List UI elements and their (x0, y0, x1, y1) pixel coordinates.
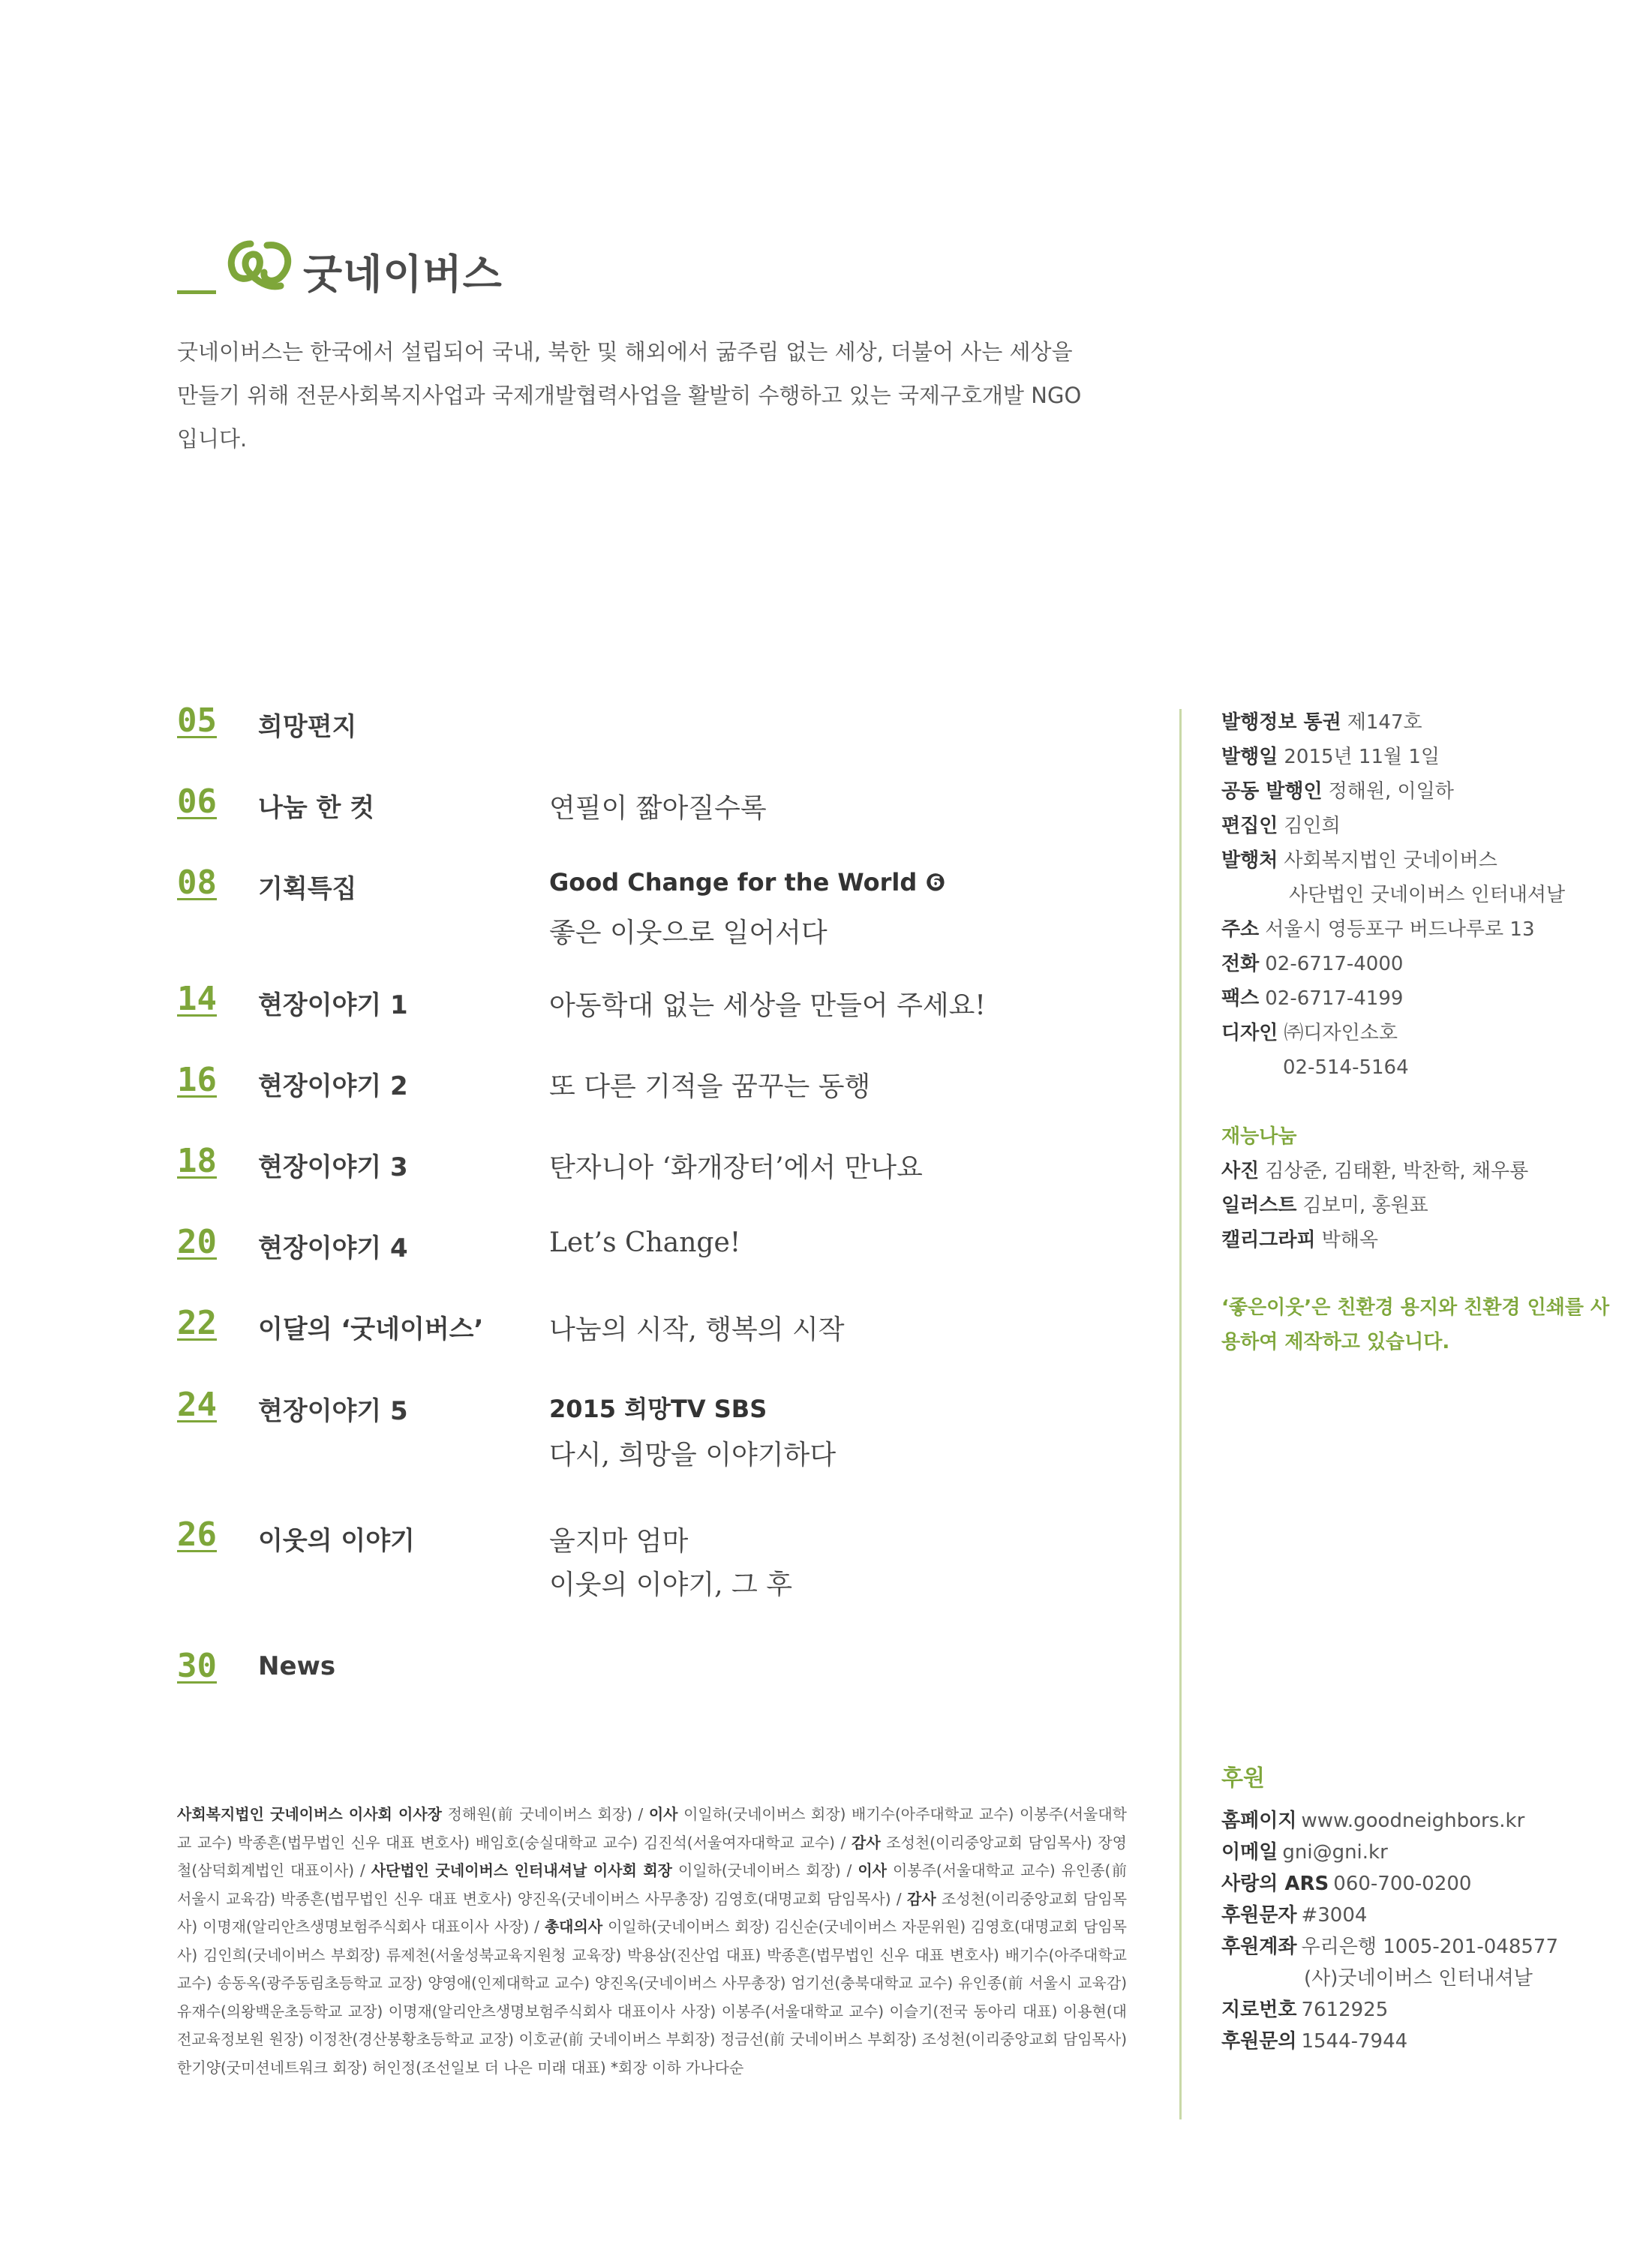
toc-category: News (258, 1651, 336, 1681)
toc-page-number: 06 (177, 783, 217, 821)
toc-category: 희망편지 (258, 712, 357, 742)
support-value: 1544-7944 (1301, 2030, 1408, 2053)
support-row (1221, 1931, 1611, 1963)
info-row (1221, 947, 1611, 981)
board-text: 조성천(이리중앙교회 담임목사) 이명재(알리안츠생명보험주식회사 대표이사 사장) / (177, 1889, 1128, 1936)
toc-category: 이웃의 이야기 (258, 1526, 415, 1556)
publication-info (1221, 705, 1611, 1257)
info-row (1221, 1223, 1611, 1257)
board-text: 이일하(굿네이버스 회장) / (677, 1861, 852, 1879)
info-row (1221, 1188, 1611, 1223)
support-value: (사)굿네이버스 인터내셔날 (1304, 1967, 1533, 1990)
support-value: 7612925 (1301, 1999, 1389, 2021)
toc-page-number: 24 (177, 1386, 217, 1424)
info-row (1221, 774, 1611, 809)
board-heading: 감사 (907, 1889, 936, 1908)
toc-page-number: 18 (177, 1142, 217, 1180)
board-heading: 이사 (648, 1805, 678, 1823)
info-label: 발행정보 통권 (1221, 711, 1341, 734)
info-row (1221, 705, 1611, 740)
info-label: 발행일 (1221, 746, 1278, 768)
support-label: 이메일 (1221, 1841, 1278, 1864)
toc-category: 현장이야기 4 (258, 1233, 408, 1263)
board-members-text (177, 1801, 1127, 2082)
info-value: 제147호 (1347, 711, 1422, 734)
info-value: 김인희 (1284, 815, 1341, 837)
support-heading: 후원 (1221, 1765, 1265, 1792)
info-label: 공동 발행인 (1221, 780, 1323, 803)
support-label: 후원문자 (1221, 1904, 1297, 1927)
support-info (1221, 1763, 1611, 2057)
board-text: 이봉주(서울대학교 교수) 유인종(前 서울시 교육감) 박종흔(법무법인 신우 대표 변호사) 양진옥(굿네이버스 사무총장) 김영호(대명교회 담임목사) / (177, 1861, 1128, 1908)
eco-notice: ‘좋은이웃’은 친환경 용지와 친환경 인쇄를 사용하여 제작하고 있습니다. (1221, 1296, 1610, 1353)
info-value: 사단법인 굿네이버스 인터내셔날 (1289, 884, 1566, 906)
info-value: 02-6717-4199 (1265, 987, 1404, 1010)
toc-page-number: 22 (177, 1304, 217, 1342)
info-label: 디자인 (1221, 1022, 1278, 1044)
info-label: 주소 (1221, 918, 1260, 941)
support-row (1221, 2026, 1611, 2057)
toc-category: 기획특집 (258, 874, 357, 904)
toc-page-number: 08 (177, 864, 217, 902)
column-divider (1179, 709, 1182, 2119)
brand-header (177, 229, 852, 311)
info-row (1221, 912, 1611, 947)
info-value: 정해원, 이일하 (1328, 780, 1454, 803)
toc-title: 또 다른 기적을 꿈꾸는 동행 (549, 1071, 871, 1102)
toc-category: 현장이야기 3 (258, 1152, 408, 1182)
support-label: 후원계좌 (1221, 1936, 1297, 1958)
toc-category: 현장이야기 2 (258, 1071, 408, 1101)
board-text: 조성천(이리중앙교회 담임목사) 장영철(삼덕회계법인 대표이사) / (177, 1833, 1128, 1879)
board-heading: 사회복지법인 굿네이버스 이사회 이사장 (177, 1805, 442, 1823)
info-label: 편집인 (1221, 815, 1278, 837)
toc-page-number: 30 (177, 1647, 217, 1685)
support-value: 060-700-0200 (1333, 1873, 1472, 1895)
info-value: 박해옥 (1321, 1229, 1378, 1251)
board-heading: 사단법인 굿네이버스 인터내셔날 이사회 회장 (371, 1861, 673, 1879)
support-label: 홈페이지 (1221, 1810, 1297, 1832)
support-value: #3004 (1301, 1904, 1368, 1927)
info-label: 발행처 (1221, 849, 1278, 872)
board-heading: 총대의사 (544, 1918, 603, 1936)
board-text: 이일하(굿네이버스 회장) 배기수(아주대학교 교수) 이봉주(서울대학교 교수) 박종흔(법무법인 신우 대표 변호사) 배임호(숭실대학교 교수) 김진석(서울여자대학교 교수) / (177, 1805, 1128, 1852)
toc-title: 나눔의 시작, 행복의 시작 (549, 1314, 845, 1345)
support-row (1221, 1868, 1611, 1900)
toc-subtitle: Good Change for the World ❻ (549, 868, 946, 897)
support-label: 지로번호 (1221, 1999, 1297, 2021)
toc-title: Let’s Change! (549, 1227, 741, 1258)
info-value: ㈜디자인소호 (1284, 1022, 1398, 1044)
support-value: 우리은행 1005-201-048577 (1301, 1936, 1559, 1958)
toc-title: 좋은 이웃으로 일어서다 (549, 918, 828, 948)
info-row (1221, 1154, 1611, 1188)
toc-page-number: 14 (177, 980, 217, 1018)
toc-page-number: 16 (177, 1061, 217, 1099)
info-label: 캘리그라피 (1221, 1229, 1316, 1251)
info-value: 김보미, 홍원표 (1302, 1194, 1428, 1217)
info-row (1221, 1016, 1611, 1050)
toc-subtitle: 2015 희망TV SBS (549, 1395, 767, 1423)
support-label: 사랑의 ARS (1221, 1873, 1329, 1895)
support-row[interactable] (1221, 1805, 1611, 1837)
board-heading: 이사 (858, 1861, 887, 1879)
toc-title: 울지마 엄마 (549, 1526, 689, 1557)
info-row (1221, 843, 1611, 878)
toc-title: 탄자니아 ‘화개장터’에서 만나요 (549, 1152, 923, 1183)
info-row (1221, 981, 1611, 1016)
support-row (1221, 1994, 1611, 2026)
info-value: 02-6717-4000 (1265, 953, 1404, 975)
info-row (1221, 1050, 1611, 1085)
toc-page-number: 26 (177, 1516, 217, 1554)
toc-title: 아동학대 없는 세상을 만들어 주세요! (549, 990, 986, 1021)
support-row[interactable] (1221, 1837, 1611, 1868)
info-label: 사진 (1221, 1160, 1260, 1182)
info-row (1221, 740, 1611, 774)
toc-category: 나눔 한 컷 (258, 793, 375, 823)
intro-paragraph: 굿네이버스는 한국에서 설립되어 국내, 북한 및 해외에서 굶주림 없는 세상, 더불어 사는 세상을 만들기 위해 전문사회복지사업과 국제개발협력사업을 활발히 수행하고 있는 국제구호개발 NGO입니다. (177, 339, 1082, 452)
info-row (1221, 878, 1611, 912)
info-value: 2015년 11월 1일 (1284, 746, 1440, 768)
board-text: 정해원(前 굿네이버스 회장) / (447, 1805, 644, 1823)
toc-title: 다시, 희망을 이야기하다 (549, 1440, 837, 1470)
toc-category: 현장이야기 1 (258, 990, 408, 1020)
info-row (1221, 809, 1611, 843)
toc-title: 연필이 짧아질수록 (549, 793, 767, 824)
board-heading: 감사 (852, 1833, 881, 1852)
info-value: 서울시 영등포구 버드나루로 13 (1265, 918, 1535, 941)
info-value: 사회복지법인 굿네이버스 (1284, 849, 1497, 872)
brand-underline (177, 290, 216, 294)
homepage-link[interactable]: www.goodneighbors.kr (1301, 1810, 1525, 1832)
support-label: 후원문의 (1221, 2030, 1297, 2053)
toc-category: 이달의 ‘굿네이버스’ (258, 1314, 484, 1344)
info-value: 김상준, 김태환, 박찬학, 채우룡 (1265, 1160, 1529, 1182)
toc-title: 이웃의 이야기, 그 후 (549, 1570, 792, 1600)
talent-heading: 재능나눔 (1221, 1125, 1297, 1148)
info-label: 전화 (1221, 953, 1260, 975)
toc-page-number: 05 (177, 701, 217, 740)
info-label: 팩스 (1221, 987, 1260, 1010)
info-value: 02-514-5164 (1283, 1056, 1409, 1079)
email-link[interactable]: gni@gni.kr (1282, 1841, 1388, 1864)
info-label: 일러스트 (1221, 1194, 1297, 1217)
goodneighbors-logo-icon (222, 236, 297, 300)
toc-page-number: 20 (177, 1223, 217, 1261)
board-text: 이일하(굿네이버스 회장) 김신순(굿네이버스 자문위원) 김영호(대명교회 담임목사) 김인희(굿네이버스 부회장) 류제천(서울성북교육지원청 교육장) 박용삼(진산업 대표) 박종흔(법무법인 신우 대표 변호사) 배기수(아주대학교 교수) 송동옥(광주동림초등학교 교장) 양영애(인제대학교 교수) 양진옥(굿네이버스 사무총장) 엄기선(충북대학교 교수) 유인종(前 서울시 교육감) 유재수(의왕백운초등학교 교장) 이명재(알리안츠생명보험주식회사 대표이사 사장) 이봉주(서울대학교 교수) 이슬기(전국 동아리 대표) 이용현(대전교육정보원 원장) 이정찬(경산봉황초등학교 교장) 이호균(前 굿네이버스 부회장) 정금선(前 굿네이버스 부회장) 조성천(이리중앙교회 담임목사) 한기양(굿미션네트워크 회장) 허인정(조선일보 더 나은 미래 대표) *회장 이하 가나다순 (177, 1918, 1127, 2077)
support-row (1221, 1900, 1611, 1931)
brand-name: 굿네이버스 (303, 251, 503, 298)
toc-category: 현장이야기 5 (258, 1396, 408, 1426)
support-row (1221, 1963, 1611, 1994)
